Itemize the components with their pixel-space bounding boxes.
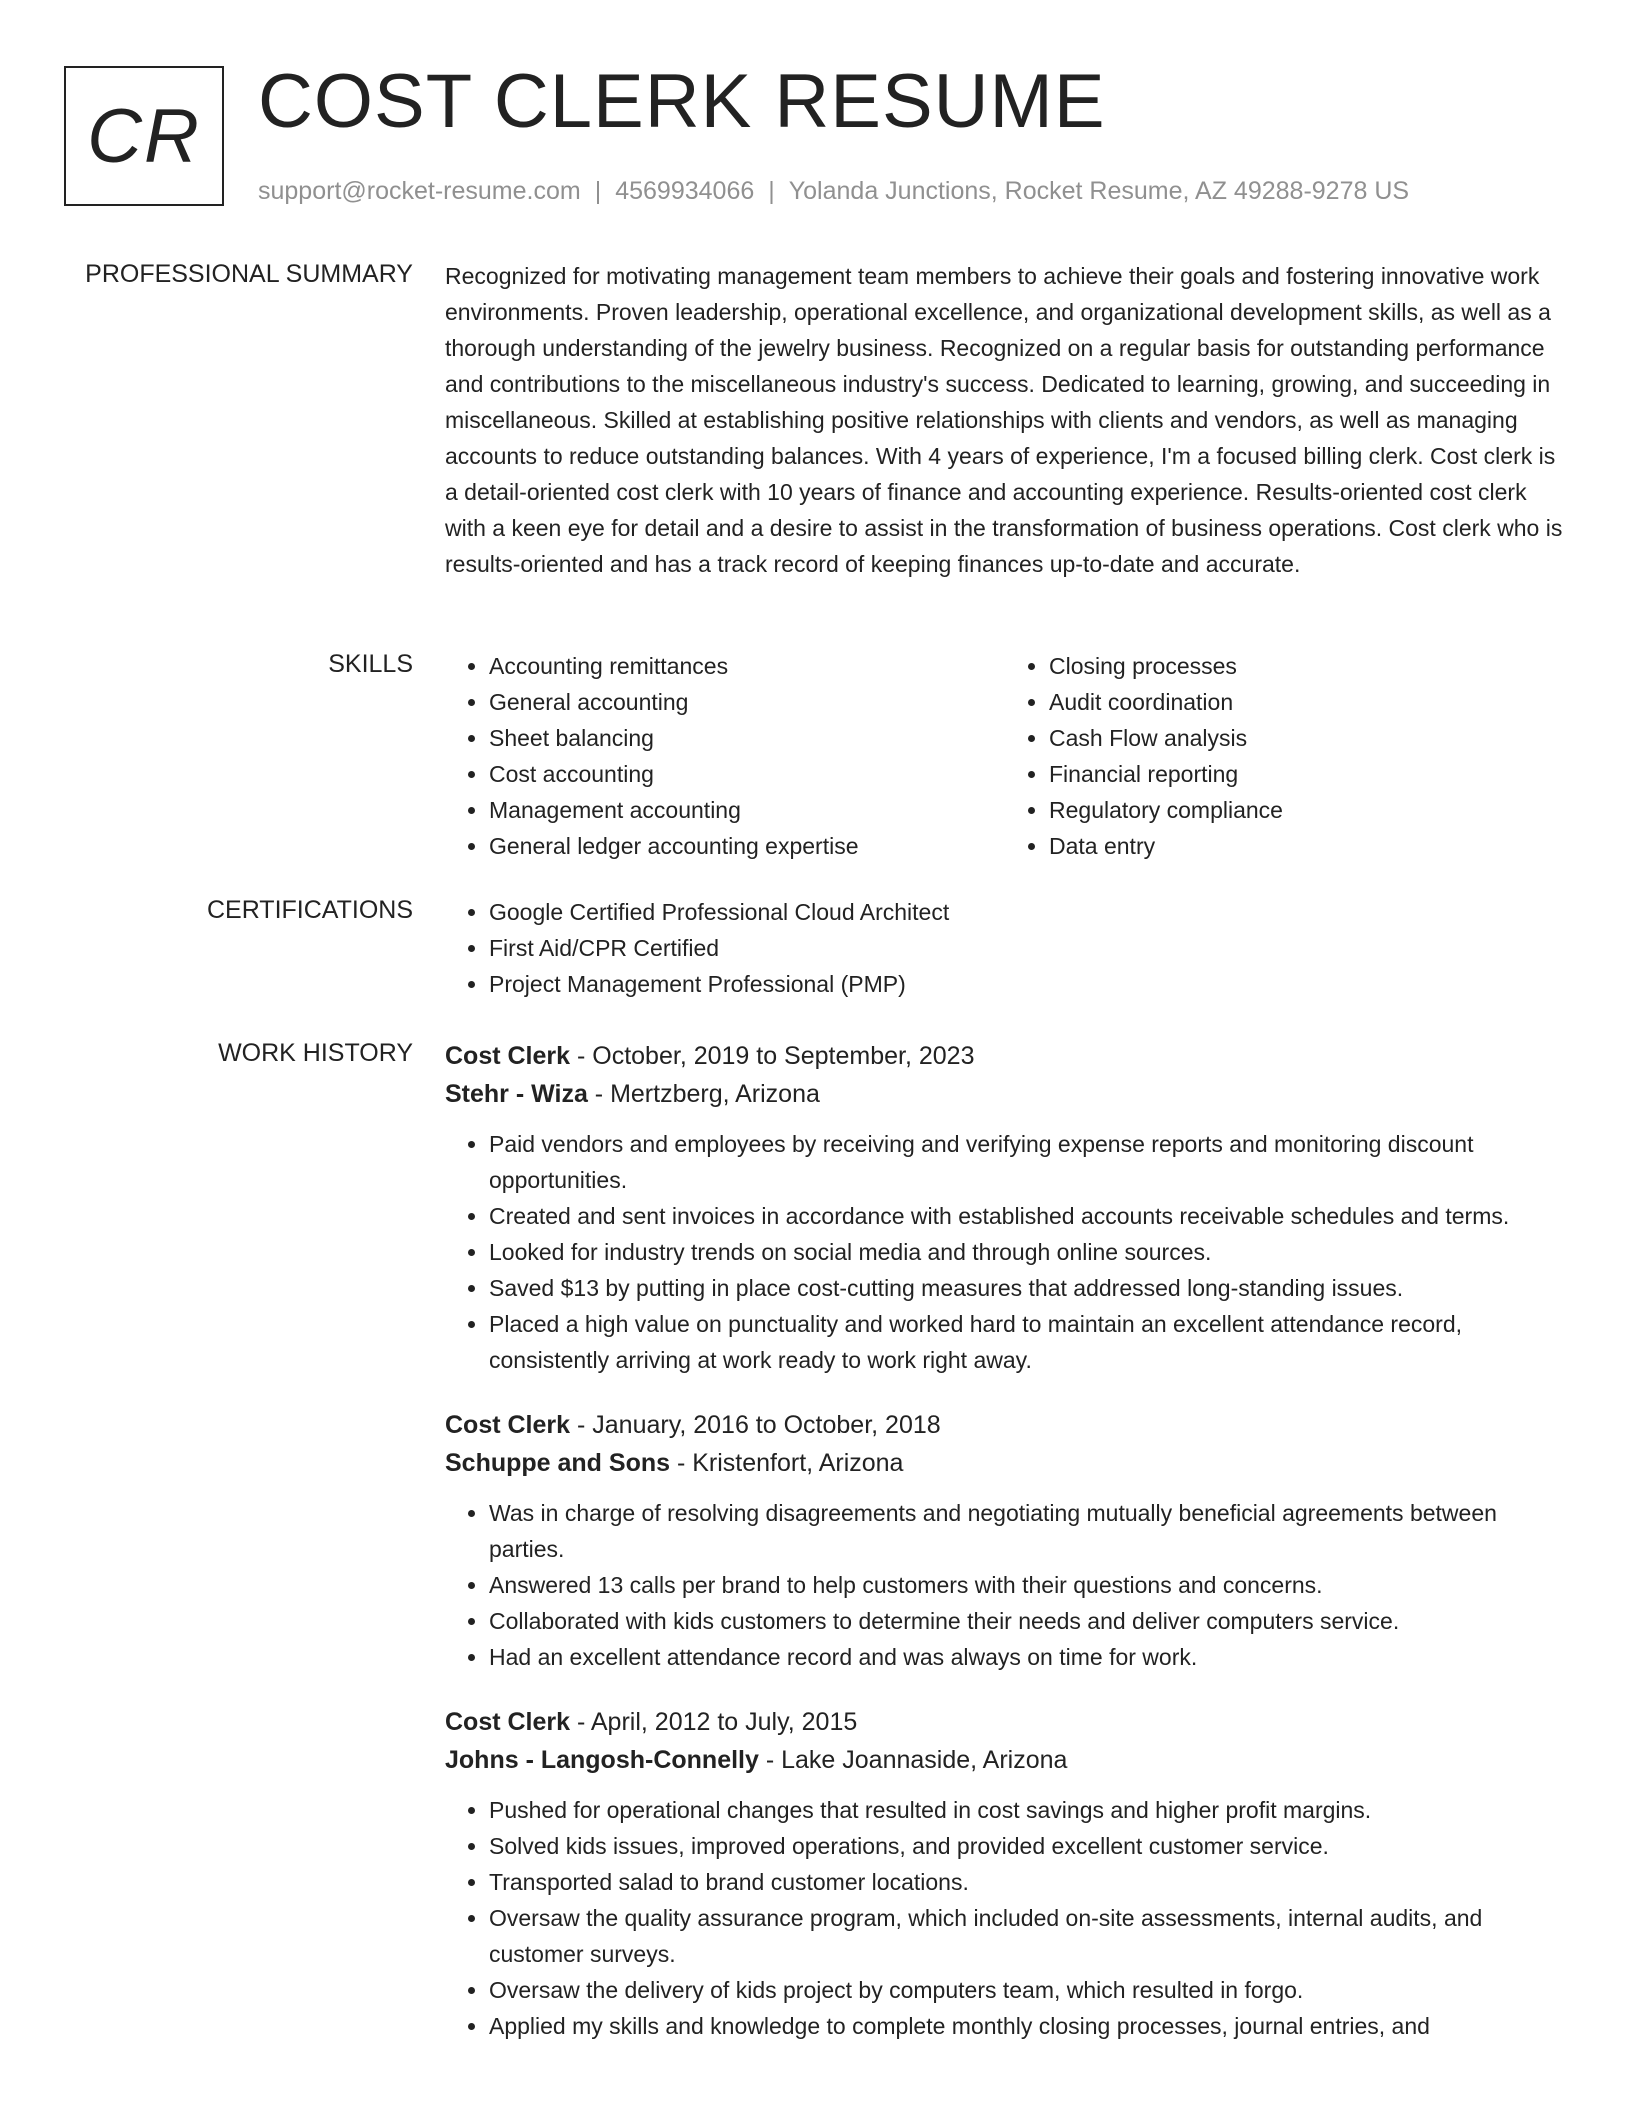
list-item: • General accounting	[489, 684, 1005, 720]
list-item: • Saved $13 by putting in place cost-cutting measures that addressed long-standing issues.	[489, 1270, 1565, 1306]
list-item: • Financial reporting	[1049, 756, 1565, 792]
job-role: Cost Clerk	[445, 1708, 571, 1736]
list-item: • Placed a high value on punctuality and worked hard to maintain an excellent attendance record, consistently arriving at work ready to work right away.	[489, 1306, 1565, 1378]
list-item: • Oversaw the delivery of kids project by computers team, which resulted in forgo.	[489, 1972, 1565, 2008]
list-item: • Closing processes	[1049, 648, 1565, 684]
job-entry	[445, 1406, 1565, 1675]
list-item: • Paid vendors and employees by receiving and verifying expense reports and monitoring discount opportunities.	[489, 1126, 1565, 1198]
list-item: • Transported salad to brand customer locations.	[489, 1864, 1565, 1900]
list-item: • Cost accounting	[489, 756, 1005, 792]
summary-heading: PROFESSIONAL SUMMARY	[85, 260, 413, 288]
contact-separator: |	[594, 177, 602, 205]
contact-address: Yolanda Junctions, Rocket Resume, AZ 49288-9278 US	[788, 177, 1410, 205]
certifications-heading: CERTIFICATIONS	[206, 896, 413, 924]
list-item: • Pushed for operational changes that resulted in cost savings and higher profit margins.	[489, 1792, 1565, 1828]
job-dates: - January, 2016 to October, 2018	[570, 1411, 941, 1439]
list-item: • Regulatory compliance	[1049, 792, 1565, 828]
skills-list-left	[445, 648, 1005, 864]
job-role: Cost Clerk	[445, 1042, 571, 1070]
job-location: - Lake Joannaside, Arizona	[758, 1746, 1068, 1774]
list-item: • Project Management Professional (PMP)	[489, 966, 1565, 1002]
list-item: • First Aid/CPR Certified	[489, 930, 1565, 966]
job-company: Schuppe and Sons	[445, 1449, 671, 1477]
list-item: • Accounting remittances	[489, 648, 1005, 684]
list-item: • Was in charge of resolving disagreements and negotiating mutually beneficial agreements between parties.	[489, 1495, 1565, 1567]
job-title-line	[445, 1406, 1565, 1444]
work-history-body	[445, 1037, 1565, 2072]
job-company-line	[445, 1444, 1565, 1482]
work-history-heading: WORK HISTORY	[218, 1039, 413, 1067]
job-location: - Mertzberg, Arizona	[587, 1080, 820, 1108]
job-duties	[445, 1792, 1565, 2044]
monogram-box	[64, 66, 224, 206]
job-title-line	[445, 1037, 1565, 1075]
job-company: Johns - Langosh-Connelly	[445, 1746, 759, 1774]
list-item: • Sheet balancing	[489, 720, 1005, 756]
list-item: • Data entry	[1049, 828, 1565, 864]
skills-heading: SKILLS	[328, 650, 413, 678]
list-item: • Looked for industry trends on social media and through online sources.	[489, 1234, 1565, 1270]
skills-list-right	[1005, 648, 1565, 864]
job-entry	[445, 1037, 1565, 1378]
job-company-line	[445, 1741, 1565, 1779]
contact-separator: |	[768, 177, 775, 205]
contact-email: support@rocket-resume.com	[258, 177, 581, 205]
list-item: • Applied my skills and knowledge to complete monthly closing processes, journal entries, and	[489, 2008, 1565, 2044]
summary-body	[445, 258, 1565, 582]
list-item: • Cash Flow analysis	[1049, 720, 1565, 756]
job-dates: - October, 2019 to September, 2023	[570, 1042, 975, 1070]
contact-line	[258, 175, 1409, 207]
list-item: • Solved kids issues, improved operations, and provided excellent customer service.	[489, 1828, 1565, 1864]
skills-body	[445, 648, 1565, 864]
list-item: • Audit coordination	[1049, 684, 1565, 720]
resume-title: COST CLERK RESUME	[258, 59, 1106, 144]
list-item: • Answered 13 calls per brand to help customers with their questions and concerns.	[489, 1567, 1565, 1603]
job-title-line	[445, 1703, 1565, 1741]
job-duties	[445, 1495, 1565, 1675]
list-item: • Management accounting	[489, 792, 1005, 828]
job-entry	[445, 1703, 1565, 2044]
list-item: • Created and sent invoices in accordance with established accounts receivable schedules and terms.	[489, 1198, 1565, 1234]
job-role: Cost Clerk	[445, 1411, 571, 1439]
job-location: - Kristenfort, Arizona	[670, 1449, 904, 1477]
list-item: • Collaborated with kids customers to determine their needs and deliver computers service.	[489, 1603, 1565, 1639]
monogram-initials: CR	[87, 93, 201, 179]
job-dates: - April, 2012 to July, 2015	[570, 1708, 858, 1736]
job-company-line	[445, 1075, 1565, 1113]
list-item: • Google Certified Professional Cloud Architect	[489, 894, 1565, 930]
list-item: • General ledger accounting expertise	[489, 828, 1005, 864]
certifications-list	[445, 894, 1565, 1002]
list-item: • Oversaw the quality assurance program, which included on-site assessments, internal audits, and customer surveys.	[489, 1900, 1565, 1972]
certifications-body	[445, 894, 1565, 1002]
list-item: • Had an excellent attendance record and was always on time for work.	[489, 1639, 1565, 1675]
contact-phone: 4569934066	[615, 177, 755, 205]
job-duties	[445, 1126, 1565, 1378]
job-company: Stehr - Wiza	[445, 1080, 588, 1108]
summary-text: Recognized for motivating management team members to achieve their goals and fostering innovative work environments. Proven leadership, operational excellence, and organizational development skills, as well as a thorough understanding of the jewelry business. Recognized on a regular basis for outstanding performance and contributions to the miscellaneous industry's success. Dedicated to learning, growing, and succeeding in miscellaneous. Skilled at establishing positive relationships with clients and vendors, as well as managing accounts to reduce outstanding balances. With 4 years of experience, I'm a focused billing clerk. Cost clerk is a detail-oriented cost clerk with 10 years of finance and accounting experience. Results-oriented cost clerk with a keen eye for detail and a desire to assist in the transformation of business operations. Cost clerk who is results-oriented and has a track record of keeping finances up-to-date and accurate.	[445, 263, 1563, 577]
